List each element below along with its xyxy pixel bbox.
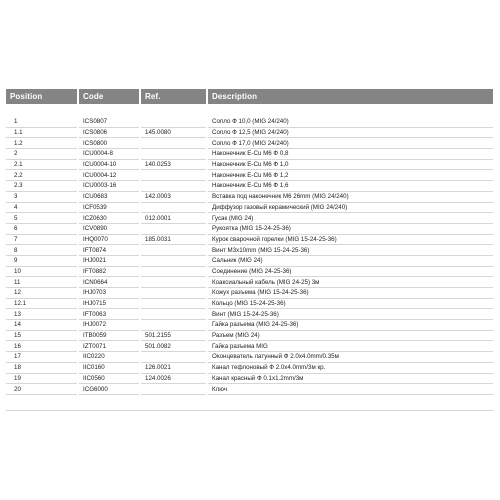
cell-position: 5 [6, 213, 78, 224]
parts-table [6, 89, 493, 395]
table-row [6, 170, 493, 181]
cell-ref [140, 298, 207, 309]
table-row [6, 117, 493, 127]
cell-code: IHQ0070 [78, 234, 140, 245]
table-row [6, 320, 493, 331]
cell-description: Кольцо (MIG 15-24-25-36) [207, 298, 493, 309]
header-code: Code [78, 89, 140, 104]
cell-position: 10 [6, 266, 78, 277]
cell-ref: 185.0031 [140, 234, 207, 245]
cell-code: ICS0800 [78, 138, 140, 149]
cell-description: Коаксиальный кабель (MIG 24-25) 3м [207, 277, 493, 288]
cell-position: 19 [6, 373, 78, 384]
cell-ref: 145.0080 [140, 127, 207, 138]
cell-code: IHJ0072 [78, 320, 140, 331]
table-header [6, 89, 493, 104]
cell-description: Курок сварочной горелки (MIG 15-24-25-36) [207, 234, 493, 245]
cell-code: ICG6000 [78, 384, 140, 395]
cell-description: Разъем (MIG 24) [207, 330, 493, 341]
cell-description: Ключ [207, 384, 493, 395]
cell-description: Гайка разъема MIG [207, 341, 493, 352]
cell-description: Рукоятка (MIG 15-24-25-36) [207, 223, 493, 234]
cell-description: Винт (MIG 15-24-25-36) [207, 309, 493, 320]
cell-description: Кожух разъема (MIG 15-24-25-36) [207, 288, 493, 299]
header-description: Description [207, 89, 493, 104]
cell-ref [140, 138, 207, 149]
cell-ref: 012.0001 [140, 213, 207, 224]
cell-position: 6 [6, 223, 78, 234]
cell-ref: 126.0021 [140, 362, 207, 373]
cell-code: ICU0004-10 [78, 159, 140, 170]
cell-position: 2 [6, 149, 78, 160]
cell-ref [140, 320, 207, 331]
cell-code: ICF0539 [78, 202, 140, 213]
cell-description: Винт M3x10mm (MIG 15-24-25-36) [207, 245, 493, 256]
cell-position: 13 [6, 309, 78, 320]
table-row [6, 138, 493, 149]
table-row [6, 341, 493, 352]
cell-position: 11 [6, 277, 78, 288]
cell-description: Наконечник E-Cu M6 Ф 0,8 [207, 149, 493, 160]
cell-ref [140, 255, 207, 266]
cell-code: IIC0160 [78, 362, 140, 373]
header-position: Position [6, 89, 78, 104]
cell-position: 8 [6, 245, 78, 256]
table-row [6, 245, 493, 256]
table-row [6, 223, 493, 234]
table-row [6, 159, 493, 170]
cell-description: Соединение (MIG 24-25-36) [207, 266, 493, 277]
cell-position: 4 [6, 202, 78, 213]
cell-code: ITB0059 [78, 330, 140, 341]
cell-position: 1.2 [6, 138, 78, 149]
cell-description: Диффузор газовый керамический (MIG 24/240) [207, 202, 493, 213]
cell-code: ICU0004-12 [78, 170, 140, 181]
cell-ref: 142.0003 [140, 191, 207, 202]
cell-ref [140, 309, 207, 320]
cell-description: Наконечник E-Cu M6 Ф 1,0 [207, 159, 493, 170]
table-row [6, 266, 493, 277]
cell-code: IHJ0021 [78, 255, 140, 266]
cell-ref [140, 170, 207, 181]
cell-ref [140, 202, 207, 213]
cell-position: 1 [6, 117, 78, 127]
cell-ref [140, 384, 207, 395]
table-row [6, 234, 493, 245]
cell-description: Сопло Ф 17,0 (MIG 24/240) [207, 138, 493, 149]
table-row [6, 352, 493, 363]
table-row [6, 181, 493, 192]
parts-table-container [6, 89, 493, 395]
table-row [6, 384, 493, 395]
table-row [6, 330, 493, 341]
table-row [6, 373, 493, 384]
table-body [6, 104, 493, 394]
cell-code: IHJ0715 [78, 298, 140, 309]
cell-position: 12.1 [6, 298, 78, 309]
cell-ref [140, 117, 207, 127]
cell-ref [140, 181, 207, 192]
cell-description: Канал красный Ф 0.1x1.2mm/3м [207, 373, 493, 384]
table-row [6, 298, 493, 309]
table-row [6, 309, 493, 320]
cell-description: Наконечник E-Cu M6 Ф 1,2 [207, 170, 493, 181]
cell-code: IHJ0703 [78, 288, 140, 299]
cell-code: ICU0004-8 [78, 149, 140, 160]
cell-position: 2.3 [6, 181, 78, 192]
header-row [6, 89, 493, 104]
cell-position: 2.2 [6, 170, 78, 181]
cell-code: ICU0003-16 [78, 181, 140, 192]
cell-position: 2.1 [6, 159, 78, 170]
table-row [6, 362, 493, 373]
table-row [6, 149, 493, 160]
cell-description: Сопло Ф 12,5 (MIG 24/240) [207, 127, 493, 138]
header-spacer [6, 104, 493, 117]
header-ref: Ref. [140, 89, 207, 104]
cell-code: IIC0560 [78, 373, 140, 384]
cell-code: ICS0806 [78, 127, 140, 138]
cell-ref [140, 277, 207, 288]
cell-position: 18 [6, 362, 78, 373]
cell-description: Сопло Ф 10,0 (MIG 24/240) [207, 117, 493, 127]
cell-description: Оконцеватель латунный Ф 2.0x4.0mm/0.35м [207, 352, 493, 363]
cell-ref [140, 352, 207, 363]
cell-code: IFT0874 [78, 245, 140, 256]
cell-code: IFT0063 [78, 309, 140, 320]
cell-ref [140, 266, 207, 277]
cell-ref [140, 245, 207, 256]
cell-description: Наконечник E-Cu M6 Ф 1,6 [207, 181, 493, 192]
cell-ref: 124.0026 [140, 373, 207, 384]
table-row [6, 213, 493, 224]
cell-ref: 140.0253 [140, 159, 207, 170]
cell-position: 17 [6, 352, 78, 363]
cell-ref [140, 288, 207, 299]
cell-position: 15 [6, 330, 78, 341]
cell-code: ICN0664 [78, 277, 140, 288]
cell-position: 3 [6, 191, 78, 202]
cell-code: IFT0882 [78, 266, 140, 277]
cell-ref [140, 149, 207, 160]
cell-ref [140, 223, 207, 234]
cell-code: ICS0807 [78, 117, 140, 127]
cell-position: 20 [6, 384, 78, 395]
cell-position: 9 [6, 255, 78, 266]
cell-ref: 501.0082 [140, 341, 207, 352]
cell-description: Гусак (MIG 24) [207, 213, 493, 224]
cell-description: Сальник (MIG 24) [207, 255, 493, 266]
table-row [6, 202, 493, 213]
cell-position: 12 [6, 288, 78, 299]
table-row [6, 191, 493, 202]
table-row [6, 127, 493, 138]
cell-ref: 501.2155 [140, 330, 207, 341]
cell-position: 1.1 [6, 127, 78, 138]
cell-code: IZT0071 [78, 341, 140, 352]
cell-code: IIC0220 [78, 352, 140, 363]
table-row [6, 255, 493, 266]
cell-code: ICV0890 [78, 223, 140, 234]
cell-description: Канал тефлоновый Ф 2.0x4.0mm/3м кр. [207, 362, 493, 373]
cell-description: Гайка разъема (MIG 24-25-36) [207, 320, 493, 331]
table-row [6, 288, 493, 299]
cell-code: ICU0683 [78, 191, 140, 202]
cell-description: Вставка под наконечник M6 26mm (MIG 24/240) [207, 191, 493, 202]
cell-code: ICZ0630 [78, 213, 140, 224]
cell-position: 7 [6, 234, 78, 245]
table-row [6, 277, 493, 288]
table-bottom-divider [6, 410, 493, 411]
cell-position: 14 [6, 320, 78, 331]
cell-position: 16 [6, 341, 78, 352]
